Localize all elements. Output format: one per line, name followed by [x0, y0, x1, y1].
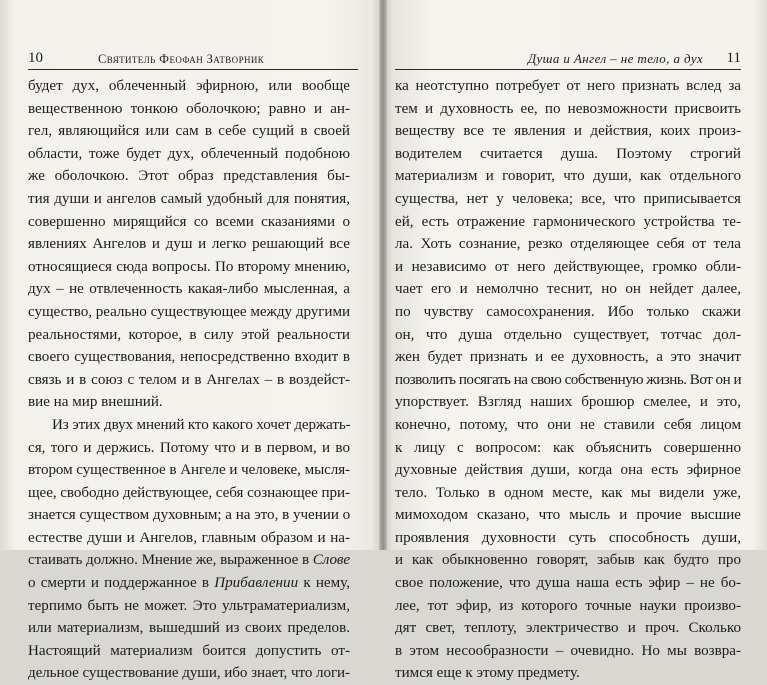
text-line: лее, тот эфир, из которого точные науки произво- — [395, 597, 741, 614]
text-line: или материализм, вышедший из своих пределов. — [28, 620, 350, 637]
text-line: жен будет признать и ее духовность, а это значит — [395, 349, 741, 366]
text-line: знается существом духовным; а на это, в учении о — [28, 507, 351, 524]
text-line: Из этих двух мнений кто какого хочет держать- — [52, 416, 351, 433]
right-page — [383, 0, 767, 682]
text-line: вещественною тонкою оболочкою; равно и ан- — [28, 100, 350, 117]
text-line: тимся еще к этому предмету. — [395, 665, 580, 682]
right-page-number: 11 — [726, 50, 741, 66]
text-line: ся, того и держись. Потому что и в первом, и во — [28, 439, 350, 456]
text-line: проявления духовности суть способность души, — [395, 529, 741, 546]
text-line: дельное существование души, ибо знает, что логи- — [28, 665, 350, 682]
text-line: будет дух, облеченный эфирною, или вообще — [28, 78, 350, 94]
left-header-rule — [28, 69, 358, 70]
text-line: дят свет, теплоту, электричество и проч. Сколько — [395, 620, 741, 637]
text-line: дух – не отвлеченность какая-либо мысленная, а — [28, 281, 350, 298]
text-line: к лицу с вопросом: как объяснить совершенно — [395, 439, 741, 456]
text-line: реальностями, которое, в силу этой реальности — [28, 326, 350, 343]
left-running-head: Святитель Феофан Затворник — [98, 52, 265, 66]
text-line: стаивать должно. Мнение же, выраженное в Слове — [28, 552, 350, 569]
text-line: и независимо от него действующее, громко обли- — [395, 258, 741, 275]
text-line: втором существенное в Ангеле и человеке, мысля- — [28, 462, 350, 479]
text-line: веществу все те явления и действия, коих произ- — [395, 123, 741, 140]
text-line: в этом несообразности – очевидно. Но мы возвра- — [395, 642, 741, 659]
left-page-number: 10 — [28, 50, 43, 66]
left-page — [0, 0, 383, 682]
left-page-header — [28, 48, 358, 68]
text-line: гел, являющийся или сам в себе сущий в своей — [28, 123, 350, 140]
text-line: конечно, потому, что они не ставили себя лицом — [395, 416, 741, 433]
text-line: вие на мир внешний. — [28, 394, 163, 411]
text-line: позволить посягать на свою собственную жизнь. Вот он и — [395, 371, 742, 388]
right-page-text — [395, 75, 741, 685]
text-line: естестве души и Ангелов, главным образом и на- — [28, 529, 350, 546]
text-line: тело. Только в одном месте, как мы видели уже, — [395, 484, 741, 501]
text-line: тем и духовность ее, по невозможности присвоить — [395, 100, 741, 117]
text-line: и как обыкновенно говорят, забыв как будто про — [395, 552, 741, 569]
right-running-head: Душа и Ангел – не тело, а дух — [527, 51, 703, 66]
text-line: по чувству самосохранения. Ибо только скажи — [395, 303, 741, 320]
right-page-header — [395, 48, 741, 68]
text-line: связь и в союз с телом и в Ангелах – в воздейст- — [28, 371, 350, 388]
text-line: духовные действия души, когда она есть эфирное — [395, 462, 741, 479]
text-line: совершенно мирящийся со всеми сказаниями о — [28, 213, 350, 230]
text-line: терпимо быть не может. Это ультраматериализм, — [28, 597, 350, 614]
right-header-rule — [395, 69, 741, 70]
text-line: он, что душа отдельно существует, тотчас дол- — [395, 326, 741, 343]
text-line: свое положение, что душа наша есть эфир – не бо- — [395, 575, 741, 592]
text-line: же оболочкою. Этот образ представления бы- — [28, 168, 350, 185]
text-line: тия души и ангелов самый удобный для понятия, — [28, 190, 350, 207]
text-line: относящиеся сюда вопросы. По второму мнению, — [28, 258, 350, 275]
text-line: о смерти и поддержанное в Прибавлении к нему, — [28, 575, 350, 592]
text-line: щее, свободно действующее, себя сознающее при- — [28, 484, 350, 501]
text-line: существо, реально существующее между другими — [28, 303, 350, 320]
book-gutter — [379, 0, 387, 550]
text-line: ей, есть отражение гармонического устройства те- — [395, 213, 741, 230]
text-line: ла. Хоть сознание, резко отделяющее себя от тела — [395, 236, 741, 253]
left-page-text — [28, 75, 350, 685]
text-line: ка неотступно потребует от него признать вслед за — [395, 78, 741, 94]
text-line: мимоходом сказано, что мысль и прочие высшие — [395, 507, 741, 524]
text-line: материализм и говорит, что души, как отдельного — [395, 168, 741, 185]
text-line: упорствует. Взгляд наших брошюр смелее, и это, — [395, 394, 741, 411]
text-line: существа, нет у человека; все, что приписывается — [395, 190, 741, 207]
text-line: водителем считается душа. Поэтому строгий — [395, 145, 741, 162]
text-line: Настоящий материализм боится допустить от- — [28, 642, 350, 659]
text-line: явлениях Ангелов и душ и легко решающий все — [28, 236, 350, 253]
text-line: чает его и немолчно теснит, но он нейдет далее, — [395, 281, 741, 298]
text-line: своего существования, непосредственно входит в — [28, 349, 350, 366]
text-line: области, тоже будет дух, облеченный подобною — [28, 145, 350, 162]
